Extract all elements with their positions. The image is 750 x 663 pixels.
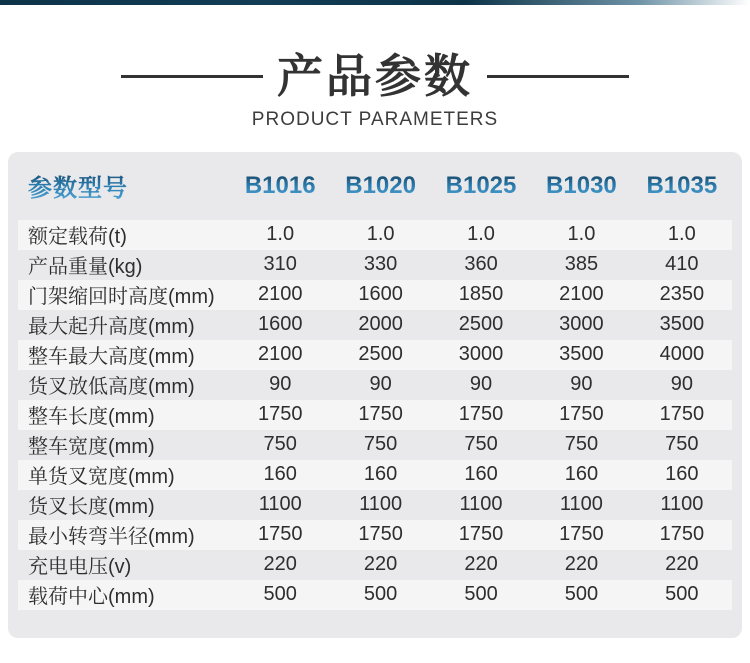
row-label: 整车宽度(mm) xyxy=(28,436,155,459)
title-block xyxy=(0,51,750,102)
table-row xyxy=(18,580,732,610)
value-cell: 500 xyxy=(665,583,699,606)
value-cell: 1.0 xyxy=(667,223,696,246)
value-cell: 360 xyxy=(464,253,498,276)
row-label: 载荷中心(mm) xyxy=(28,586,155,609)
title-right-line xyxy=(487,75,629,78)
value-cell: 750 xyxy=(363,433,398,456)
value-cell: 1100 xyxy=(359,493,403,516)
value-cell: 330 xyxy=(363,253,398,276)
table-row xyxy=(18,490,732,520)
value-cell: 1600 xyxy=(358,283,403,306)
value-cell: 1100 xyxy=(459,493,503,516)
value-cell: 500 xyxy=(363,583,398,606)
column-header-b1020: B1020 xyxy=(330,172,430,200)
value-cell: 1750 xyxy=(458,523,504,546)
row-label: 门架缩回时高度(mm) xyxy=(28,286,215,309)
value-cell: 3500 xyxy=(559,343,604,366)
value-cell: 750 xyxy=(464,433,498,456)
table-row xyxy=(18,460,732,490)
value-cell: 1750 xyxy=(257,403,303,426)
value-cell: 2500 xyxy=(358,343,403,366)
value-cell: 1750 xyxy=(659,403,705,426)
value-cell: 750 xyxy=(564,433,599,456)
row-label: 充电电压(v) xyxy=(28,556,132,579)
value-cell: 1850 xyxy=(458,283,504,306)
value-cell: 500 xyxy=(564,583,599,606)
value-cell: 2100 xyxy=(257,343,303,366)
value-cell: 160 xyxy=(665,463,699,486)
row-label: 产品重量(kg) xyxy=(28,256,143,279)
value-cell: 220 xyxy=(263,553,297,576)
value-cell: 160 xyxy=(464,463,498,486)
top-accent-bar xyxy=(0,0,750,5)
value-cell: 220 xyxy=(564,553,599,576)
corner-label: 参数型号 xyxy=(18,168,230,203)
row-label: 额定载荷(t) xyxy=(28,226,127,249)
row-label: 最大起升高度(mm) xyxy=(28,316,195,339)
column-header-b1030: B1030 xyxy=(531,172,631,200)
value-cell: 90 xyxy=(570,373,593,396)
value-cell: 1750 xyxy=(358,403,403,426)
value-cell: 2000 xyxy=(358,313,403,336)
value-cell: 3500 xyxy=(659,313,705,336)
parameters-panel xyxy=(8,152,742,638)
table-row xyxy=(18,340,732,370)
table-row xyxy=(18,400,732,430)
value-cell: 90 xyxy=(670,373,693,396)
table-row xyxy=(18,310,732,340)
value-cell: 90 xyxy=(469,373,493,396)
value-cell: 1100 xyxy=(258,493,302,516)
column-header-b1016: B1016 xyxy=(230,172,330,200)
value-cell: 1750 xyxy=(458,403,504,426)
row-label: 货叉长度(mm) xyxy=(28,496,155,519)
value-cell: 750 xyxy=(263,433,297,456)
value-cell: 1.0 xyxy=(366,223,395,246)
value-cell: 500 xyxy=(464,583,498,606)
value-cell: 1.0 xyxy=(567,223,596,246)
value-cell: 3000 xyxy=(458,343,504,366)
value-cell: 385 xyxy=(564,253,599,276)
value-cell: 220 xyxy=(363,553,398,576)
value-cell: 2100 xyxy=(559,283,604,306)
value-cell: 1750 xyxy=(559,403,604,426)
value-cell: 2100 xyxy=(257,283,303,306)
value-cell: 1750 xyxy=(559,523,604,546)
page-subtitle: PRODUCT PARAMETERS xyxy=(251,108,499,130)
value-cell: 410 xyxy=(665,253,699,276)
value-cell: 3000 xyxy=(559,313,604,336)
value-cell: 90 xyxy=(269,373,292,396)
value-cell: 310 xyxy=(263,253,297,276)
page-title: 产品参数 xyxy=(277,50,473,102)
value-cell: 160 xyxy=(363,463,398,486)
table-row xyxy=(18,250,732,280)
row-label: 最小转弯半径(mm) xyxy=(28,526,195,549)
table-row xyxy=(18,550,732,580)
value-cell: 220 xyxy=(464,553,498,576)
row-label: 货叉放低高度(mm) xyxy=(28,376,195,399)
column-header-b1035: B1035 xyxy=(632,172,732,200)
table-row xyxy=(18,430,732,460)
value-cell: 160 xyxy=(263,463,297,486)
table-row xyxy=(18,370,732,400)
value-cell: 1.0 xyxy=(266,223,295,246)
value-cell: 500 xyxy=(263,583,297,606)
value-cell: 160 xyxy=(564,463,599,486)
parameters-table-header xyxy=(18,152,732,220)
table-row xyxy=(18,220,732,250)
value-cell: 1.0 xyxy=(467,223,495,246)
value-cell: 750 xyxy=(665,433,699,456)
value-cell: 1100 xyxy=(559,493,603,516)
value-cell: 2500 xyxy=(458,313,504,336)
row-label: 单货叉宽度(mm) xyxy=(28,466,175,489)
value-cell: 1750 xyxy=(659,523,705,546)
parameters-table-body xyxy=(18,220,732,610)
table-row xyxy=(18,520,732,550)
value-cell: 4000 xyxy=(659,343,705,366)
value-cell: 90 xyxy=(369,373,392,396)
title-left-line xyxy=(121,75,263,78)
value-cell: 2350 xyxy=(659,283,705,306)
row-label: 整车长度(mm) xyxy=(28,406,155,429)
row-label: 整车最大高度(mm) xyxy=(28,346,195,369)
value-cell: 1100 xyxy=(660,493,704,516)
value-cell: 1750 xyxy=(257,523,303,546)
value-cell: 1600 xyxy=(257,313,303,336)
value-cell: 220 xyxy=(665,553,699,576)
table-row xyxy=(18,280,732,310)
column-header-b1025: B1025 xyxy=(431,172,531,200)
value-cell: 1750 xyxy=(358,523,403,546)
